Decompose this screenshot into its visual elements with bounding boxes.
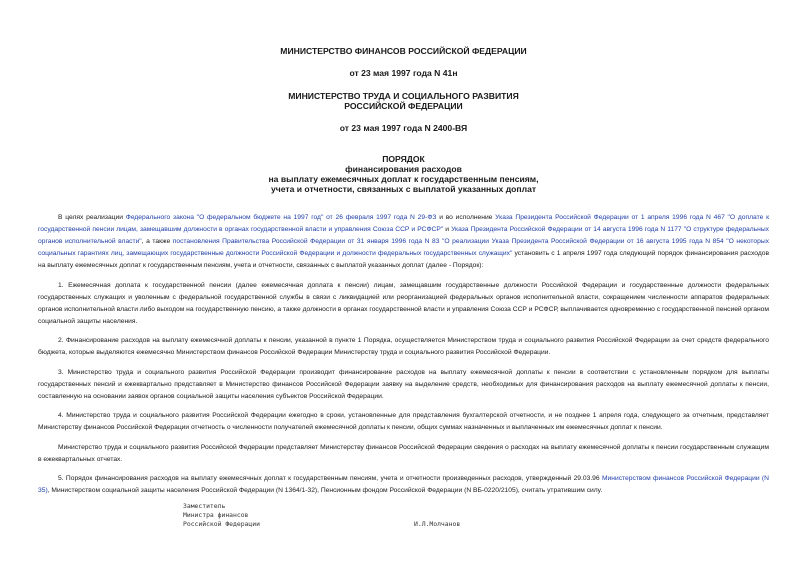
document-subtitle-line2: на выплату ежемесячных доплат к государственным пенсиям,	[268, 174, 539, 184]
presidential-decree-1177-link[interactable]: Указа Президента Российской Федерации от 14 августа 1996 года N 1177 "О структуре федеральных органов исполнительной власти"	[38, 226, 770, 245]
ministry-finance-heading: МИНИСТЕРСТВО ФИНАНСОВ РОССИЙСКОЙ ФЕДЕРАЦИИ	[280, 46, 527, 56]
paragraph-4: 4. Министерство труда и социального развития Российской Федерации ежегодно в сроки, установленные для представления бухгалтерской отчетности, и не позднее 1 апреля года, следующего за отчетным, представляет Министерству финансов Российской Федерации отчетность о численности получателей ежемесячной доплаты к пенсии, общих суммах назначенных и выплаченных им ежемесячных доплат к пенсии.	[38, 412, 769, 431]
document-subtitle-line1: финансирования расходов	[345, 164, 462, 174]
paragraph-4-continued: Министерство труда и социального развития Российской Федерации представляет Министерству финансов Российской Федерации сведения о расходах на выплату ежемесячной доплаты к пенсии государственным служащим в ежеквартальных отчетах.	[38, 443, 769, 463]
preamble-text: В целях реализации	[58, 214, 126, 221]
preamble-text: установить с 1 апреля 1997 года следующий порядок финансирования расходов на выплату ежемесячных доплат к государственным пенсиям, учета и отчетности, связанных с выплатой указанных доплат (далее - Порядок):	[38, 250, 769, 269]
paragraph-3: 3. Министерство труда и социального развития Российской Федерации производит финансирование расходов на выплату ежемесячной доплаты к пенсии в соответствии с установленным порядком для выплаты государственных пенсий и ежеквартально представляет в Министерство финансов Российской Федерации заявку на выделение средств, необходимых для финансирования расходов на выплату ежемесячной доплаты к пенсии, составленную на основании заявок органов социальной защиты населения субъектов Российской Федерации.	[38, 368, 769, 400]
federal-law-link[interactable]: Федерального закона "О федеральном бюджете на 1997 год" от 26 февраля 1997 года N 29-ФЗ	[125, 214, 437, 221]
signature-block	[183, 502, 583, 529]
preamble-text: , а также	[141, 238, 173, 245]
document-title: ПОРЯДОК	[382, 154, 425, 164]
ministry-labor-heading-line2: РОССИЙСКОЙ ФЕДЕРАЦИИ	[344, 101, 463, 111]
paragraph-1: 1. Ежемесячная доплата к государственной пенсии (далее ежемесячная доплата к пенсии) лицам, замещавшим государственные должности Российской Федерации и государственные должности федеральных государственных служащих и уволенным с федеральной государственной службы в связи с ликвидацией или реорганизацией федеральных органов исполнительной власти, сокращением численности аппаратов федеральных органов исполнительной власти либо выходом на государственную пенсию, а также должности в органах государственной власти и управления Союза ССР и РСФСР, выплачивается одновременно с государственной пенсией органом социальной защиты населения.	[38, 281, 769, 325]
preamble-text: и	[443, 226, 452, 233]
paragraph-5-text: , Министерством социальной защиты населения Российской Федерации (N 1364/1-32), Пенсионным фондом Российской Федерации (N ВБ-0220/2105), считать утратившим силу.	[47, 487, 603, 494]
document-subtitle-line3: учета и отчетности, связанных с выплатой указанных доплат	[270, 184, 537, 194]
signature-position-line3: Российской Федерации	[183, 520, 260, 528]
ministry-finance-link[interactable]: Министерством финансов Российской Федерации (N 35)	[38, 475, 769, 494]
presidential-decree-467-link[interactable]: Указа Президента Российской Федерации от 1 апреля 1996 года N 467 "О доплате к государственной пенсии лицам, замещавшим должности в органах государственной власти и управления Союза ССР и РСФСР"	[38, 214, 769, 233]
preamble-text: и во исполнение	[436, 214, 496, 221]
government-resolution-83-link[interactable]: постановления Правительства Российской Федерации от 31 января 1996 года N 83 "О реализации Указа Президента Российской Федерации от 16 августа 1995 года N 854 "О некоторых социальных гарантиях лиц, замещающих государственные должности Российской Федерации и должности федеральных государственных служащих"	[38, 238, 769, 257]
preamble-paragraph	[38, 212, 769, 272]
document-body	[38, 212, 769, 505]
signatory-name: И.Л.Молчанов	[414, 520, 461, 528]
paragraph-5-text: 5. Порядок финансирования расходов на выплату ежемесячных доплат к государственным пенсиям, учета и отчетности произведенных расходов, утвержденный 29.03.96	[58, 475, 602, 482]
signature-position-line1: Заместитель	[183, 502, 226, 510]
signature-position-line2: Министра финансов	[183, 511, 249, 519]
ministry-labor-date: от 23 мая 1997 года N 2400-ВЯ	[339, 123, 468, 133]
paragraph-2: 2. Финансирование расходов на выплату ежемесячной доплаты к пенсии, указанной в пункте 1 Порядка, осуществляется Министерством труда и социального развития Российской Федерации за счет средств федерального бюджета, которые выделяются ежемесячно Министерством финансов Российской Федерации Министерству труда и социального развития Российской Федерации.	[38, 337, 769, 356]
paragraph-5	[38, 473, 769, 497]
ministry-labor-heading-line1: МИНИСТЕРСТВО ТРУДА И СОЦИАЛЬНОГО РАЗВИТИЯ	[288, 91, 519, 101]
ministry-finance-date: от 23 мая 1997 года N 41н	[349, 68, 458, 78]
